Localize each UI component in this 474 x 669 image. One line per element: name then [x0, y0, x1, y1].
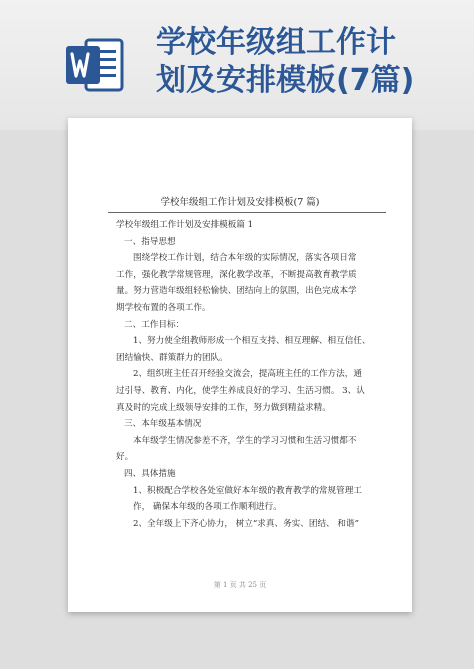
- document-title-line-2: 划及安排模板(7篇): [156, 63, 415, 98]
- paragraph-line: 团结愉快、群策群力的团队。: [116, 352, 228, 363]
- word-icon: [64, 34, 126, 96]
- paragraph-line: 工作，强化教学常规管理，深化教学改革，不断提高教育教学质: [116, 269, 357, 280]
- paragraph-line: 围绕学校工作计划，结合本年级的实际情况，落实各项日常: [133, 253, 357, 264]
- paragraph-line: 量。努力营造年级组轻松愉快、团结向上的氛围，出色完成本学: [116, 286, 357, 297]
- paragraph-line: 好。: [116, 452, 134, 463]
- page-heading: 学校年级组工作计划及安排模板(7 篇): [160, 197, 320, 208]
- document-title: [156, 24, 456, 100]
- section-heading: 二、工作目标：: [124, 319, 185, 330]
- section-heading: 一、指导思想: [124, 236, 176, 247]
- banner: [0, 0, 474, 130]
- heading-divider: [108, 212, 386, 213]
- paragraph-line: 期学校布置的各项工作。: [116, 302, 211, 313]
- paragraph-line: 2、全年级上下齐心协力， 树立“求真、务实、团结、 和谐”: [133, 518, 359, 529]
- paragraph-line: 作， 确保本年级的各项工作顺利进行。: [133, 502, 282, 513]
- document-body: [116, 217, 384, 532]
- paragraph-line: 真及时的完成上级领导安排的工作，努力做到精益求精。: [116, 402, 331, 413]
- document-page: [68, 118, 412, 612]
- section-heading: 三、本年级基本情况: [124, 419, 202, 430]
- page-number: 第 1 页 共 25 页: [213, 581, 267, 589]
- paragraph-line: 1、积极配合学校各处室做好本年级的教育教学的常规管理工: [133, 485, 362, 496]
- paragraph-line: 2、组织班主任召开经验交流会，提高班主任的工作方法，通: [133, 369, 362, 380]
- section-heading: 四、具体措施: [124, 468, 176, 479]
- paragraph-line: 过引导、教育、内化，使学生养成良好的学习、生活习惯。 3、认: [116, 385, 365, 396]
- section-title: 学校年级组工作计划及安排模板篇 1: [116, 220, 254, 230]
- paragraph-line: 本年级学生情况参差不齐，学生的学习习惯和生活习惯都不: [133, 435, 357, 446]
- paragraph-line: 1、努力使全组教师形成一个相互支持、相互理解、相互信任、: [133, 336, 371, 347]
- document-title-line-1: 学校年级组工作计: [156, 25, 396, 60]
